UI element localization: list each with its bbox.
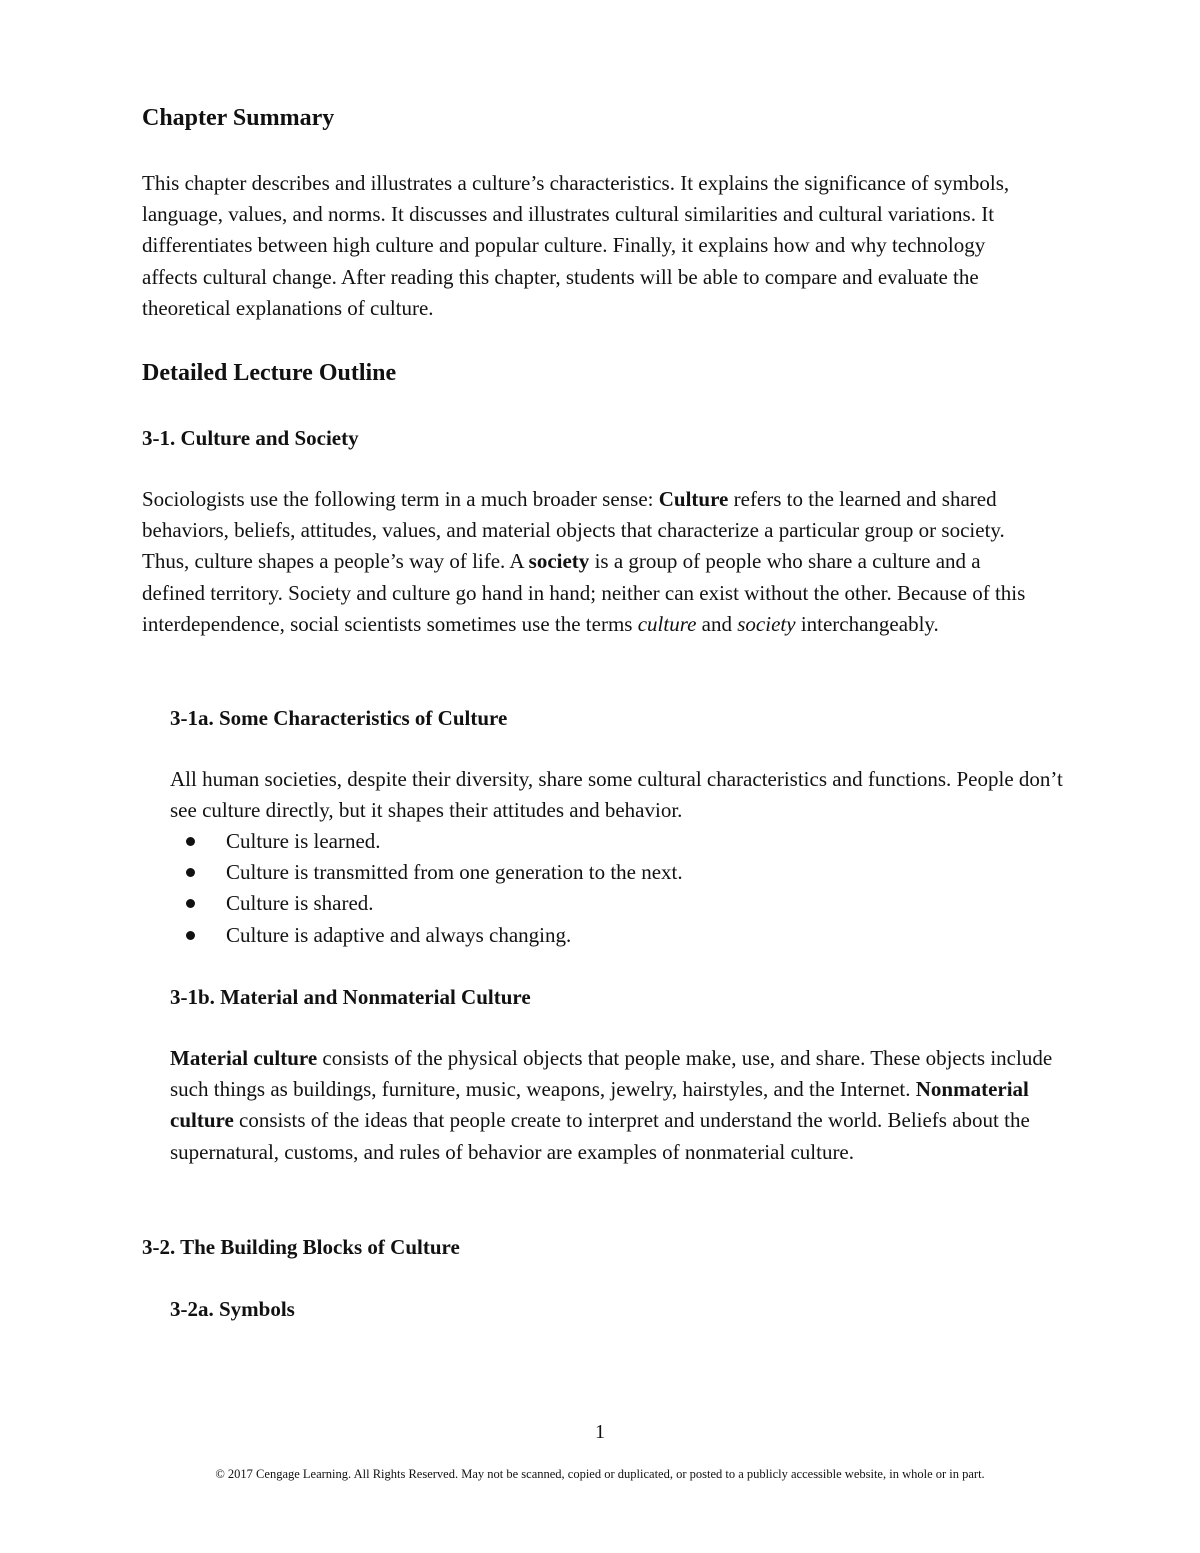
list-item: Culture is adaptive and always changing. bbox=[170, 920, 683, 951]
section-3-1b-paragraph: Material culture consists of the physical objects that people make, use, and share. These objects include such things as buildings, furniture, music, weapons, jewelry, hairstyles, and the Internet. Nonmaterial culture consists of the ideas that people create to interpret and understand the world. Beliefs about the supernatural, customs, and rules of behavior are examples of nonmaterial culture. bbox=[170, 1046, 1053, 1164]
section-3-1a-heading: 3-1a. Some Characteristics of Culture bbox=[170, 706, 508, 730]
em-society: society bbox=[737, 611, 796, 636]
list-item: Culture is transmitted from one generation to the next. bbox=[170, 857, 683, 888]
term-society: society bbox=[528, 549, 590, 574]
section-3-1a-intro: All human societies, despite their diversity, share some cultural characteristics and functions. People don’t see culture directly, but it shapes their attitudes and behavior. bbox=[170, 767, 1063, 823]
em-culture: culture bbox=[637, 611, 697, 636]
section-3-1-paragraph: Sociologists use the following term in a much broader sense: Culture refers to the learned and shared behaviors, beliefs, attitudes, values, and material objects that characterize a particular group or society. Thus, culture shapes a people’s way of life. A society is a group of people who share a culture and a defined territory. Society and culture go hand in hand; neither can exist without the other. Because of this interdependence, social scientists sometimes use the terms culture and society interchangeably. bbox=[142, 487, 1026, 636]
culture-characteristics-list bbox=[170, 826, 683, 951]
copyright-footer: © 2017 Cengage Learning. All Rights Reserved. May not be scanned, copied or duplicated, or posted to a publicly accessible website, in whole or in part. bbox=[215, 1467, 985, 1481]
section-3-2a-heading: 3-2a. Symbols bbox=[170, 1297, 295, 1321]
term-culture: Culture bbox=[658, 487, 729, 511]
list-item: Culture is shared. bbox=[170, 888, 683, 919]
term-material-culture: Material culture bbox=[170, 1046, 318, 1070]
section-3-2-heading: 3-2. The Building Blocks of Culture bbox=[142, 1235, 460, 1259]
page-number: 1 bbox=[595, 1421, 605, 1443]
chapter-summary-heading: Chapter Summary bbox=[142, 105, 335, 131]
section-3-1-heading: 3-1. Culture and Society bbox=[142, 426, 359, 450]
section-3-1b-heading: 3-1b. Material and Nonmaterial Culture bbox=[170, 985, 531, 1009]
chapter-summary-paragraph: This chapter describes and illustrates a culture’s characteristics. It explains the significance of symbols, language, values, and norms. It discusses and illustrates cultural similarities and cultural variations. It differentiates between high culture and popular culture. Finally, it explains how and why technology affects cultural change. After reading this chapter, students will be able to compare and evaluate the theoretical explanations of culture. bbox=[142, 171, 1010, 320]
list-item: Culture is learned. bbox=[170, 826, 683, 857]
lecture-outline-heading: Detailed Lecture Outline bbox=[142, 360, 397, 386]
term-nonmaterial-culture: Nonmaterial culture bbox=[170, 1077, 1029, 1133]
